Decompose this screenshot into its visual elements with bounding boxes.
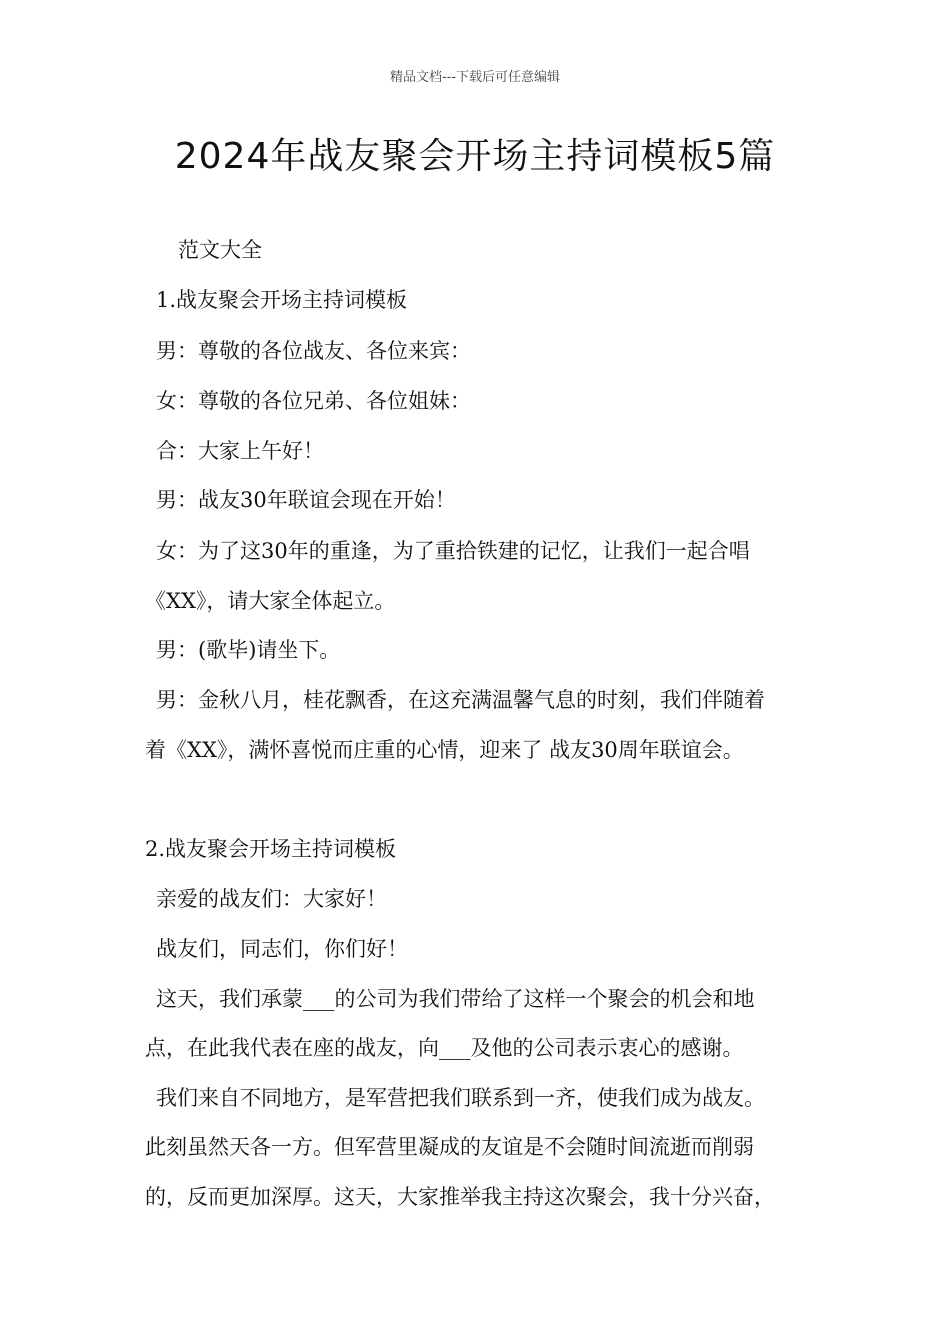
- paragraph-line: 《XX》，请大家全体起立。: [145, 589, 396, 613]
- section-heading-1: 1.战友聚会开场主持词模板: [156, 288, 408, 312]
- document-title: 2024年战友聚会开场主持词模板5篇: [174, 136, 776, 177]
- paragraph-line: 战友们，同志们，你们好！: [156, 937, 408, 961]
- paragraph-line: 此刻虽然天各一方。但军营里凝成的友谊是不会随时间流逝而削弱: [145, 1135, 754, 1159]
- paragraph-line: 男：战友30年联谊会现在开始！: [156, 488, 456, 512]
- paragraph-line: 男：(歌毕)请坐下。: [156, 638, 341, 662]
- category-label: 范文大全: [178, 238, 262, 262]
- paragraph-line: 男：尊敬的各位战友、各位来宾：: [156, 339, 471, 363]
- paragraph-line: 我们来自不同地方，是军营把我们联系到一齐，使我们成为战友。: [156, 1086, 765, 1110]
- paragraph-line: 女：为了这30年的重逢，为了重拾铁建的记忆，让我们一起合唱: [156, 539, 750, 563]
- paragraph-line: 亲爱的战友们：大家好！: [156, 887, 387, 911]
- paragraph-line: 这天，我们承蒙___的公司为我们带给了这样一个聚会的机会和地: [156, 987, 755, 1011]
- paragraph-line: 的，反而更加深厚。这天，大家推举我主持这次聚会，我十分兴奋，: [145, 1185, 775, 1209]
- paragraph-line: 点，在此我代表在座的战友，向___及他的公司表示衷心的感谢。: [145, 1036, 744, 1060]
- paragraph-line: 合：大家上午好！: [156, 439, 324, 463]
- page-header: 精品文档---下载后可任意编辑: [389, 70, 561, 85]
- paragraph-line: 女：尊敬的各位兄弟、各位姐妹：: [156, 389, 471, 413]
- section-heading-2: 2.战友聚会开场主持词模板: [145, 837, 397, 861]
- paragraph-line: 着《XX》，满怀喜悦而庄重的心情，迎来了 战友30周年联谊会。: [145, 738, 744, 762]
- paragraph-line: 男：金秋八月，桂花飘香，在这充满温馨气息的时刻，我们伴随着: [156, 688, 765, 712]
